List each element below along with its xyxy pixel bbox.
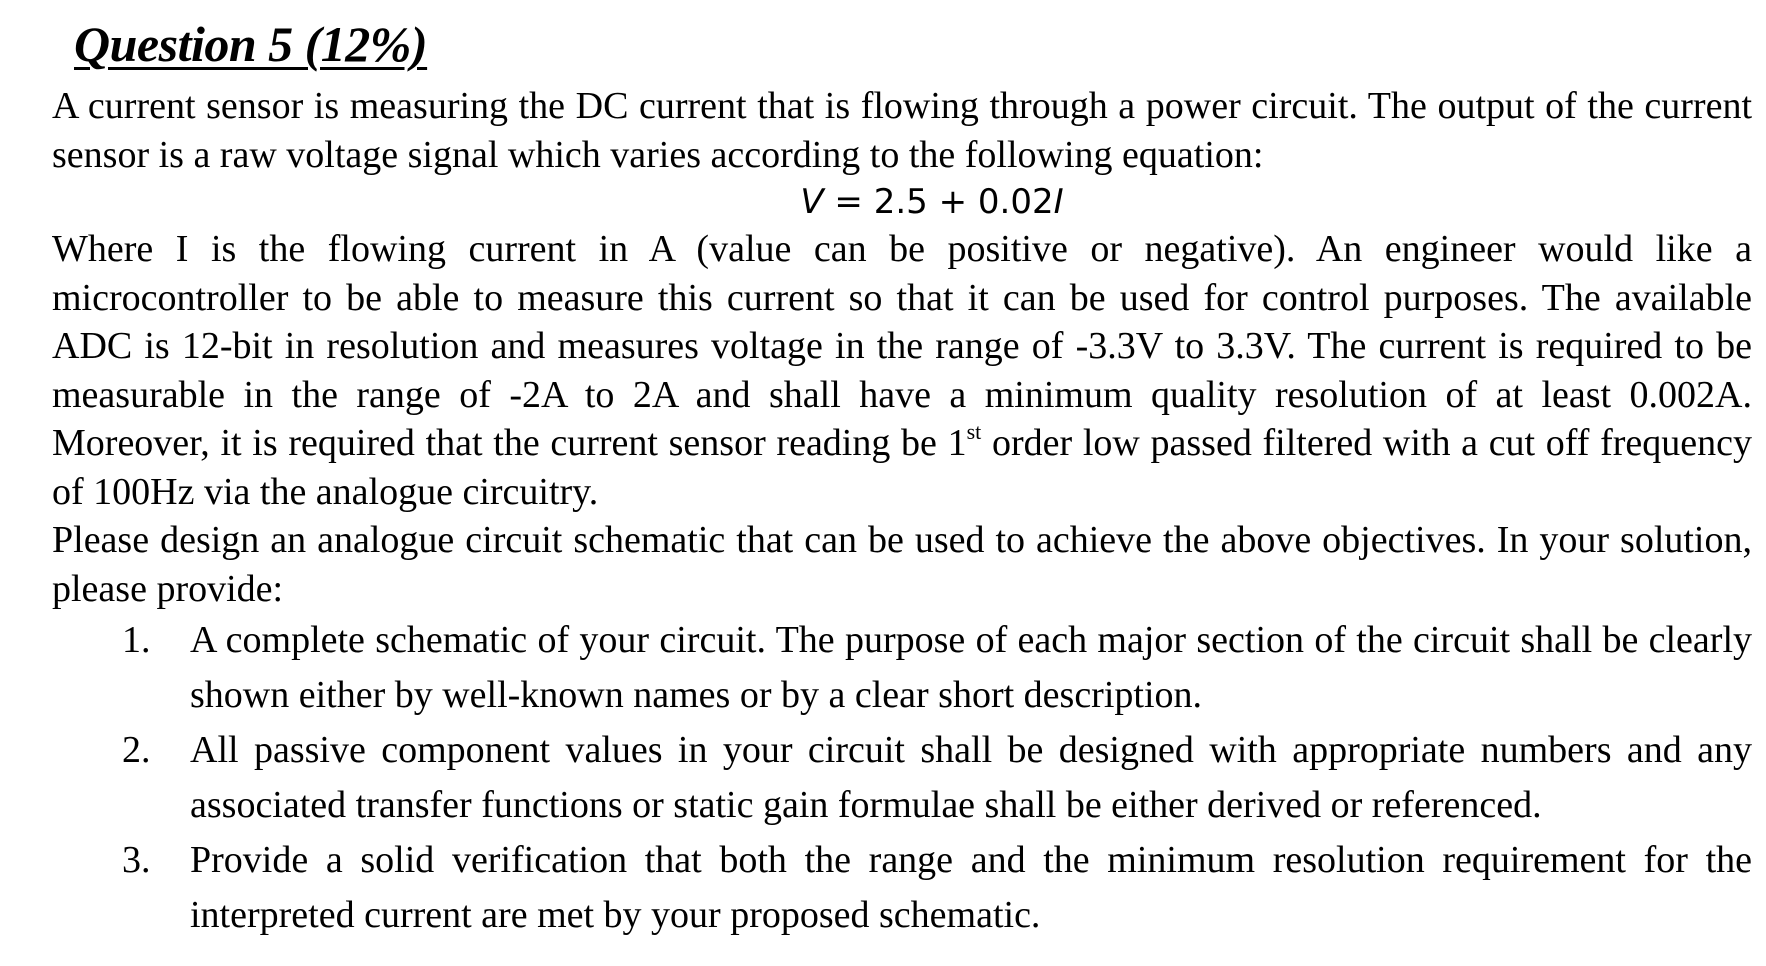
equation-lhs: V	[800, 182, 824, 222]
question-document	[52, 6, 1752, 943]
instruction-paragraph: Please design an analogue circuit schematic that can be used to achieve the above objectives. In your solution, please provide:	[52, 519, 1752, 610]
body-paragraph	[52, 225, 1752, 516]
intro-paragraph: A current sensor is measuring the DC current that is flowing through a power circuit. The output of the current sensor is a raw voltage signal which varies according to the following equation:	[52, 85, 1752, 176]
requirement-number: 1.	[122, 619, 151, 661]
requirement-text: All passive component values in your circuit shall be designed with appropriate numbers and any associated transfer functions or static gain formulae shall be either derived or referenced.	[190, 729, 1752, 826]
question-title: Question 5 (12%)	[74, 16, 428, 72]
requirement-number: 3.	[122, 839, 151, 881]
requirement-item-3	[52, 833, 1752, 943]
requirement-text: A complete schematic of your circuit. The purpose of each major section of the circuit shall be clearly shown either by well-known names or by a clear short description.	[190, 619, 1752, 716]
sensor-equation	[52, 179, 1752, 225]
requirement-text: Provide a solid verification that both the range and the minimum resolution requirement for the interpreted current are met by your proposed schematic.	[190, 839, 1752, 936]
equation-variable: I	[1053, 182, 1064, 222]
body-text-part-1: Where I is the flowing current in A (value can be positive or negative). An engineer would like a microcontroller to be able to measure this current so that it can be used for control purposes. The available ADC is 12-bit in resolution and measures voltage in the range of -3.3V to 3.3V. The current is required to be measurable in the range of -2A to 2A and shall have a minimum quality resolution of at least 0.002A. Moreover, it is required that the current sensor reading be 1	[52, 228, 1752, 464]
ordinal-suffix: st	[966, 419, 982, 444]
requirement-item-2	[52, 723, 1752, 833]
requirement-number: 2.	[122, 729, 151, 771]
requirements-list	[52, 613, 1752, 943]
requirement-item-1	[52, 613, 1752, 723]
equation-expression: = 2.5 + 0.02	[823, 182, 1054, 222]
body-text-part-2: order low passed filtered with a cut off frequency of 100Hz via the analogue circuitry.	[52, 422, 1753, 513]
